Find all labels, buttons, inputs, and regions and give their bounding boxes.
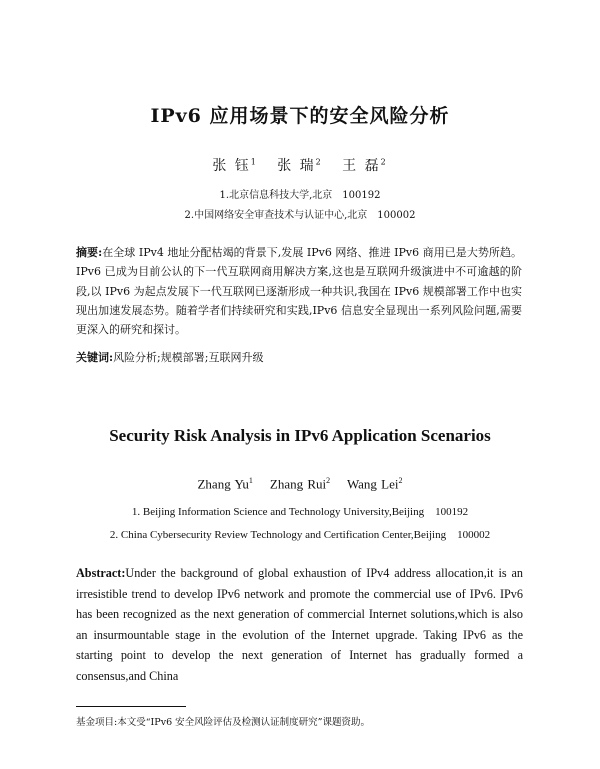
funding-footnote: 基金项目:本文受“IPv6 安全风险评估及检测认证制度研究”课题资助。 (76, 717, 370, 728)
chinese-keywords (76, 349, 522, 365)
chinese-keywords-text: 风险分析;规模部署;互联网升级 (113, 351, 264, 364)
chinese-authors (0, 155, 600, 175)
author-name: 张 瑞 (277, 158, 316, 174)
footnote-divider (76, 706, 186, 707)
author-affiliation-mark: 2 (326, 476, 331, 485)
author-affiliation-mark: 2 (380, 157, 388, 167)
author-affiliation-mark: 2 (398, 476, 403, 485)
english-authors (0, 476, 600, 492)
chinese-abstract-text: 在全球 IPv4 地址分配枯竭的背景下,发展 IPv6 网络、推进 IPv6 商用已是大势所趋。IPv6 已成为目前公认的下一代互联网商用解决方案,这也是互联网升级演进中不可逾越的阶段,以 IPv6 为起点发展下一代互联网已逐渐形成一种共识,我国在 IPv6 规模部署工作中也实现出加速发展态势。随着学者们持续研究和实践,IPv6 信息安全显现出一系列风险问题,需要更深入的研究和探讨。 (76, 246, 523, 337)
chinese-keywords-label: 关键词: (76, 351, 114, 364)
chinese-title: IPv6 应用场景下的安全风险分析 (150, 105, 450, 127)
chinese-affiliation-2: 2.中国网络安全审查技术与认证中心,北京 100002 (184, 210, 416, 221)
author-name: 张 钰 (212, 158, 251, 174)
english-affiliation-2: 2. China Cybersecurity Review Technology and Certification Center,Beijing 100002 (109, 529, 491, 541)
author-name: Zhang Yu (197, 476, 249, 492)
english-title: Security Risk Analysis in IPv6 Application Scenarios (109, 426, 491, 445)
author-affiliation-mark: 1 (248, 476, 253, 485)
english-abstract-text: Under the background of global exhaustion of IPv4 address allocation,it is an irresistible trend to develop IPv6 network and promote the commercial use of IPv6. IPv6 has been recognized as the next generation of commercial Internet solutions,which is also an insurmountable stage in the evolution of the Internet upgrade. Taking IPv6 as the starting point to develop the next generation of Internet has gradually formed a consensus,and China (76, 566, 523, 683)
author-name: Zhang Rui (269, 476, 327, 492)
chinese-abstract (76, 243, 522, 339)
english-affiliation-1: 1. Beijing Information Science and Technology University,Beijing 100192 (131, 506, 469, 518)
english-abstract-label: Abstract: (76, 566, 126, 580)
author-name: Wang Lei (346, 476, 399, 492)
chinese-abstract-label: 摘要: (76, 246, 103, 259)
author-affiliation-mark: 2 (315, 157, 323, 167)
english-abstract (76, 563, 523, 687)
author-affiliation-mark: 1 (250, 157, 258, 167)
author-name: 王 磊 (342, 158, 381, 174)
chinese-affiliation-1: 1.北京信息科技大学,北京 100192 (219, 190, 381, 201)
